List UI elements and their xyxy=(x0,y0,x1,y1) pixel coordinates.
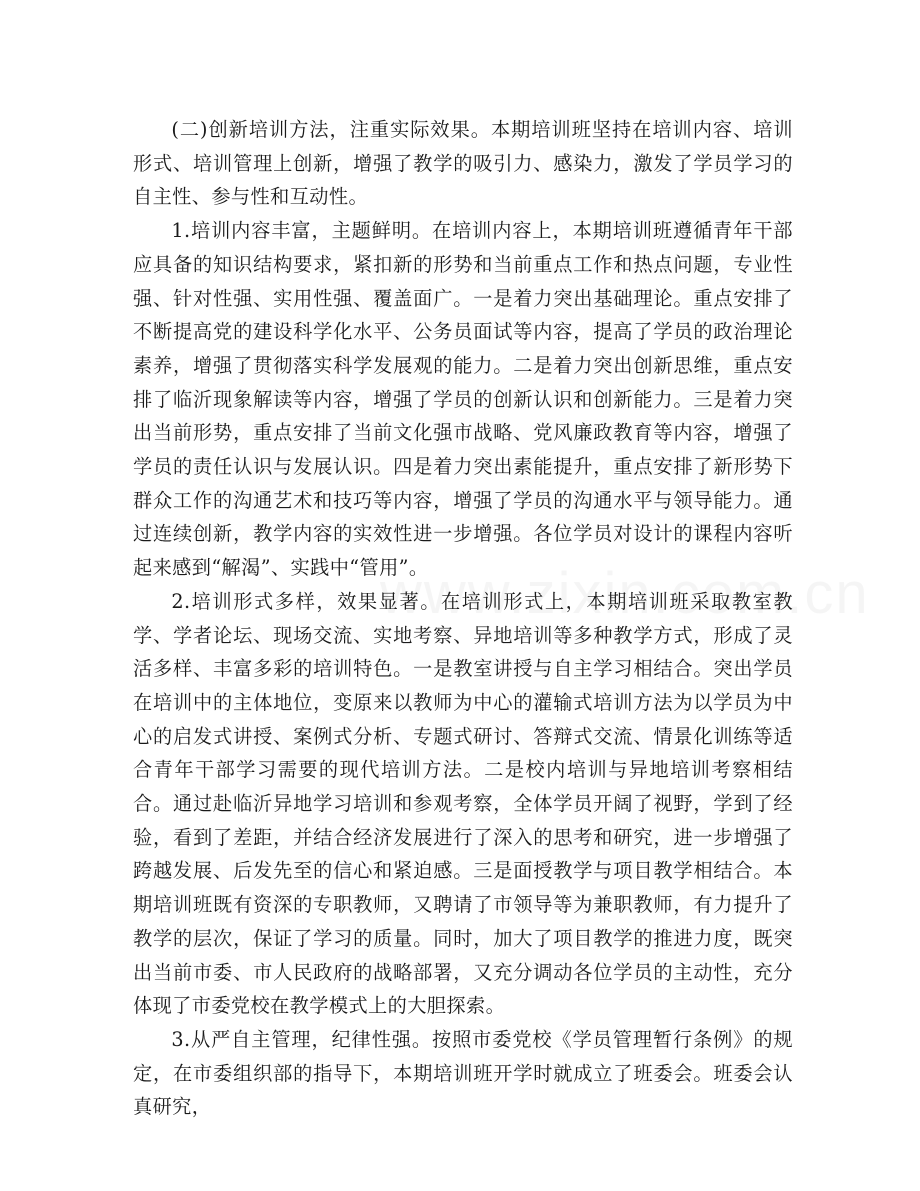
document-body xyxy=(133,113,793,1124)
paragraph-training-content: 1.培训内容丰富，主题鲜明。在培训内容上，本期培训班遵循青年干部应具备的知识结构要求，紧扣新的形势和当前重点工作和热点问题，专业性强、针对性强、实用性强、覆盖面广。一是着力突出基础理论。重点安排了不断提高党的建设科学化水平、公务员面试等内容，提高了学员的政治理论素养，增强了贯彻落实科学发展观的能力。二是着力突出创新思维，重点安排了临沂现象解读等内容，增强了学员的创新认识和创新能力。三是着力突出当前形势，重点安排了当前文化强市战略、党风廉政教育等内容，增强了学员的责任认识与发展认识。四是着力突出素能提升，重点安排了新形势下群众工作的沟通艺术和技巧等内容，增强了学员的沟通水平与领导能力。通过连续创新，教学内容的实效性进一步增强。各位学员对设计的课程内容听起来感到“解渴”、实践中“管用”。 xyxy=(133,219,793,580)
paragraph-training-forms: 2.培训形式多样，效果显著。在培训形式上，本期培训班采取教室教学、学者论坛、现场交流、实地考察、异地培训等多种教学方式，形成了灵活多样、丰富多彩的培训特色。一是教室讲授与自主学习相结合。突出学员在培训中的主体地位，变原来以教师为中心的灌输式培训方法为以学员为中心的启发式讲授、案例式分析、专题式研讨、答辩式交流、情景化训练等适合青年干部学习需要的现代培训方法。二是校内培训与异地培训考察相结合。通过赴临沂异地学习培训和参观考察，全体学员开阔了视野，学到了经验，看到了差距，并结合经济发展进行了深入的思考和研究，进一步增强了跨越发展、后发先至的信心和紧迫感。三是面授教学与项目教学相结合。本期培训班既有资深的专职教师，又聘请了市领导等为兼职教师，有力提升了教学的层次，保证了学习的质量。同时，加大了项目教学的推进力度，既突出当前市委、市人民政府的战略部署，又充分调动各位学员的主动性，充分体现了市委党校在教学模式上的大胆探索。 xyxy=(133,589,793,1018)
paragraph-innovation-methods: (二)创新培训方法，注重实际效果。本期培训班坚持在培训内容、培训形式、培训管理上创新，增强了教学的吸引力、感染力，激发了学员学习的自主性、参与性和互动性。 xyxy=(133,118,793,209)
paragraph-strict-management: 3.从严自主管理，纪律性强。按照市委党校《学员管理暂行条例》的规定，在市委组织部的指导下，本期培训班开学时就成立了班委会。班委会认真研究， xyxy=(133,1027,793,1119)
